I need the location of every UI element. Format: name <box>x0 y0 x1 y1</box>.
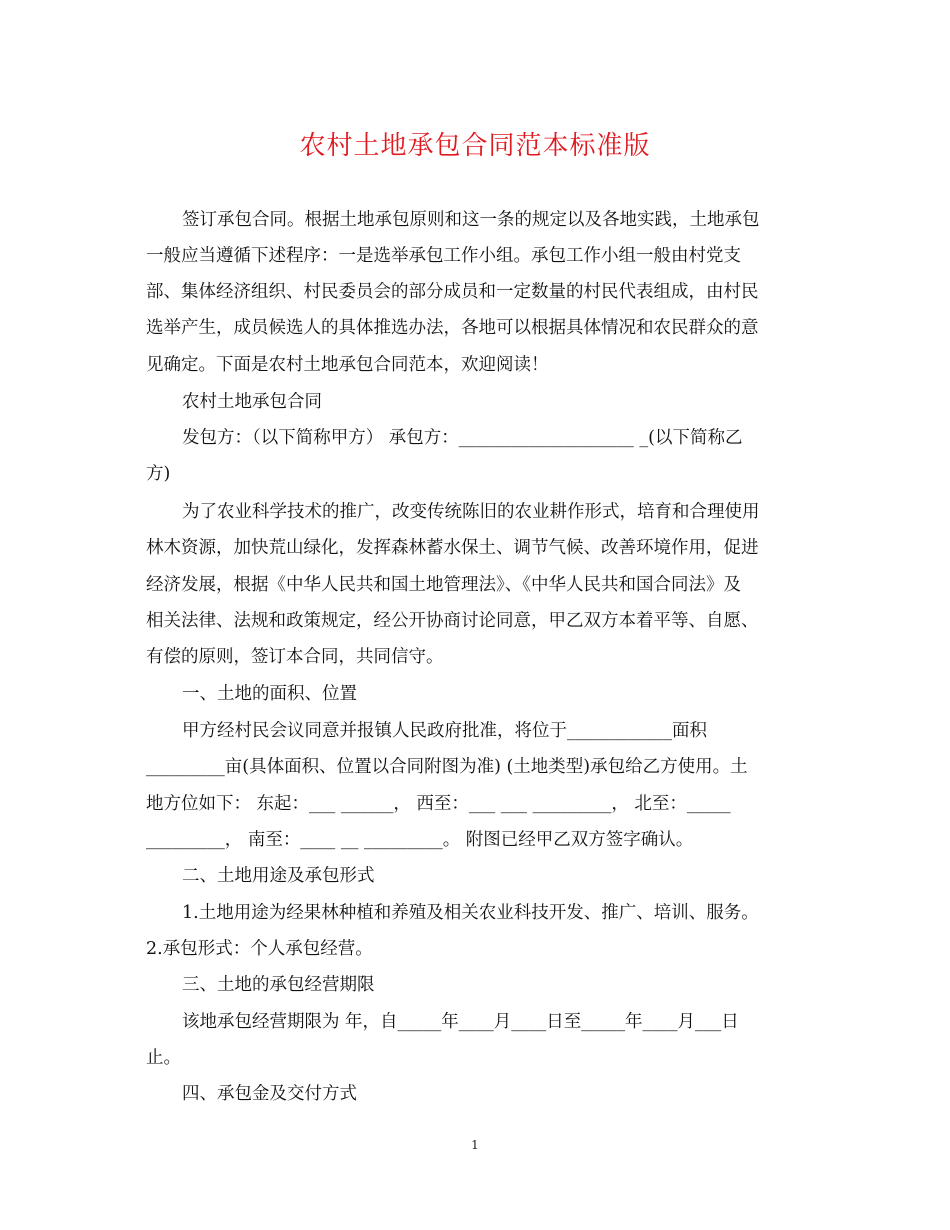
paragraph-line: 该地承包经营期限为 年，自_____年____月____日至_____年____月___日 <box>182 1012 739 1032</box>
paragraph-line: 林木资源，加快荒山绿化，发挥森林蓄水保土、调节气候、改善环境作用，促进 <box>146 538 759 558</box>
section-heading: 二、土地用途及承包形式 <box>182 866 375 886</box>
paragraph-line: 签订承包合同。根据土地承包原则和这一条的规定以及各地实践，土地承包 <box>182 210 760 230</box>
paragraph-line: _________， 南至：____ __ _________。 附图已经甲乙双方签字确认。 <box>146 830 694 850</box>
list-item: 2.承包形式：个人承包经营。 <box>146 939 373 959</box>
list-item: 1.土地用途为经果林种植和养殖及相关农业科技开发、推广、培训、服务。 <box>182 903 759 923</box>
paragraph-line: 止。 <box>146 1048 181 1068</box>
parties-line: 发包方：（以下简称甲方） 承包方：____________________ _(以下简称乙 <box>182 428 743 448</box>
paragraph-line: 相关法律、法规和政策规定，经公开协商讨论同意，甲乙双方本着平等、自愿、 <box>146 611 759 631</box>
paragraph-line: 见确定。下面是农村土地承包合同范本，欢迎阅读！ <box>146 355 549 375</box>
section-heading: 四、承包金及交付方式 <box>182 1084 357 1104</box>
section-heading: 三、土地的承包经营期限 <box>182 975 375 995</box>
paragraph-line: 甲方经村民会议同意并报镇人民政府批准，将位于____________面积 <box>182 721 707 741</box>
paragraph-line: 为了农业科学技术的推广，改变传统陈旧的农业耕作形式，培育和合理使用 <box>182 502 760 522</box>
parties-line: 方) <box>146 464 171 484</box>
paragraph-line: 有偿的原则，签订本合同，共同信守。 <box>146 647 444 667</box>
paragraph-line: 经济发展，根据《中华人民共和国土地管理法》、《中华人民共和国合同法》及 <box>146 575 741 595</box>
section-heading: 一、土地的面积、位置 <box>182 684 357 704</box>
paragraph-line: 部、集体经济组织、村民委员会的部分成员和一定数量的村民代表组成，由村民 <box>146 282 759 302</box>
page-number: 1 <box>471 1138 479 1152</box>
paragraph-line: 地方位如下： 东起：___ ______， 西至：___ ___ _________， 北至：_____ <box>146 794 731 814</box>
contract-heading: 农村土地承包合同 <box>182 392 322 412</box>
paragraph-line: _________亩(具体面积、位置以合同附图为准) (土地类型)承包给乙方使用。土 <box>146 757 748 777</box>
document-title: 农村土地承包合同范本标准版 <box>299 131 651 161</box>
paragraph-line: 一般应当遵循下述程序：一是选举承包工作小组。承包工作小组一般由村党支 <box>146 246 741 266</box>
paragraph-line: 选举产生，成员候选人的具体推选办法，各地可以根据具体情况和农民群众的意 <box>146 318 759 338</box>
